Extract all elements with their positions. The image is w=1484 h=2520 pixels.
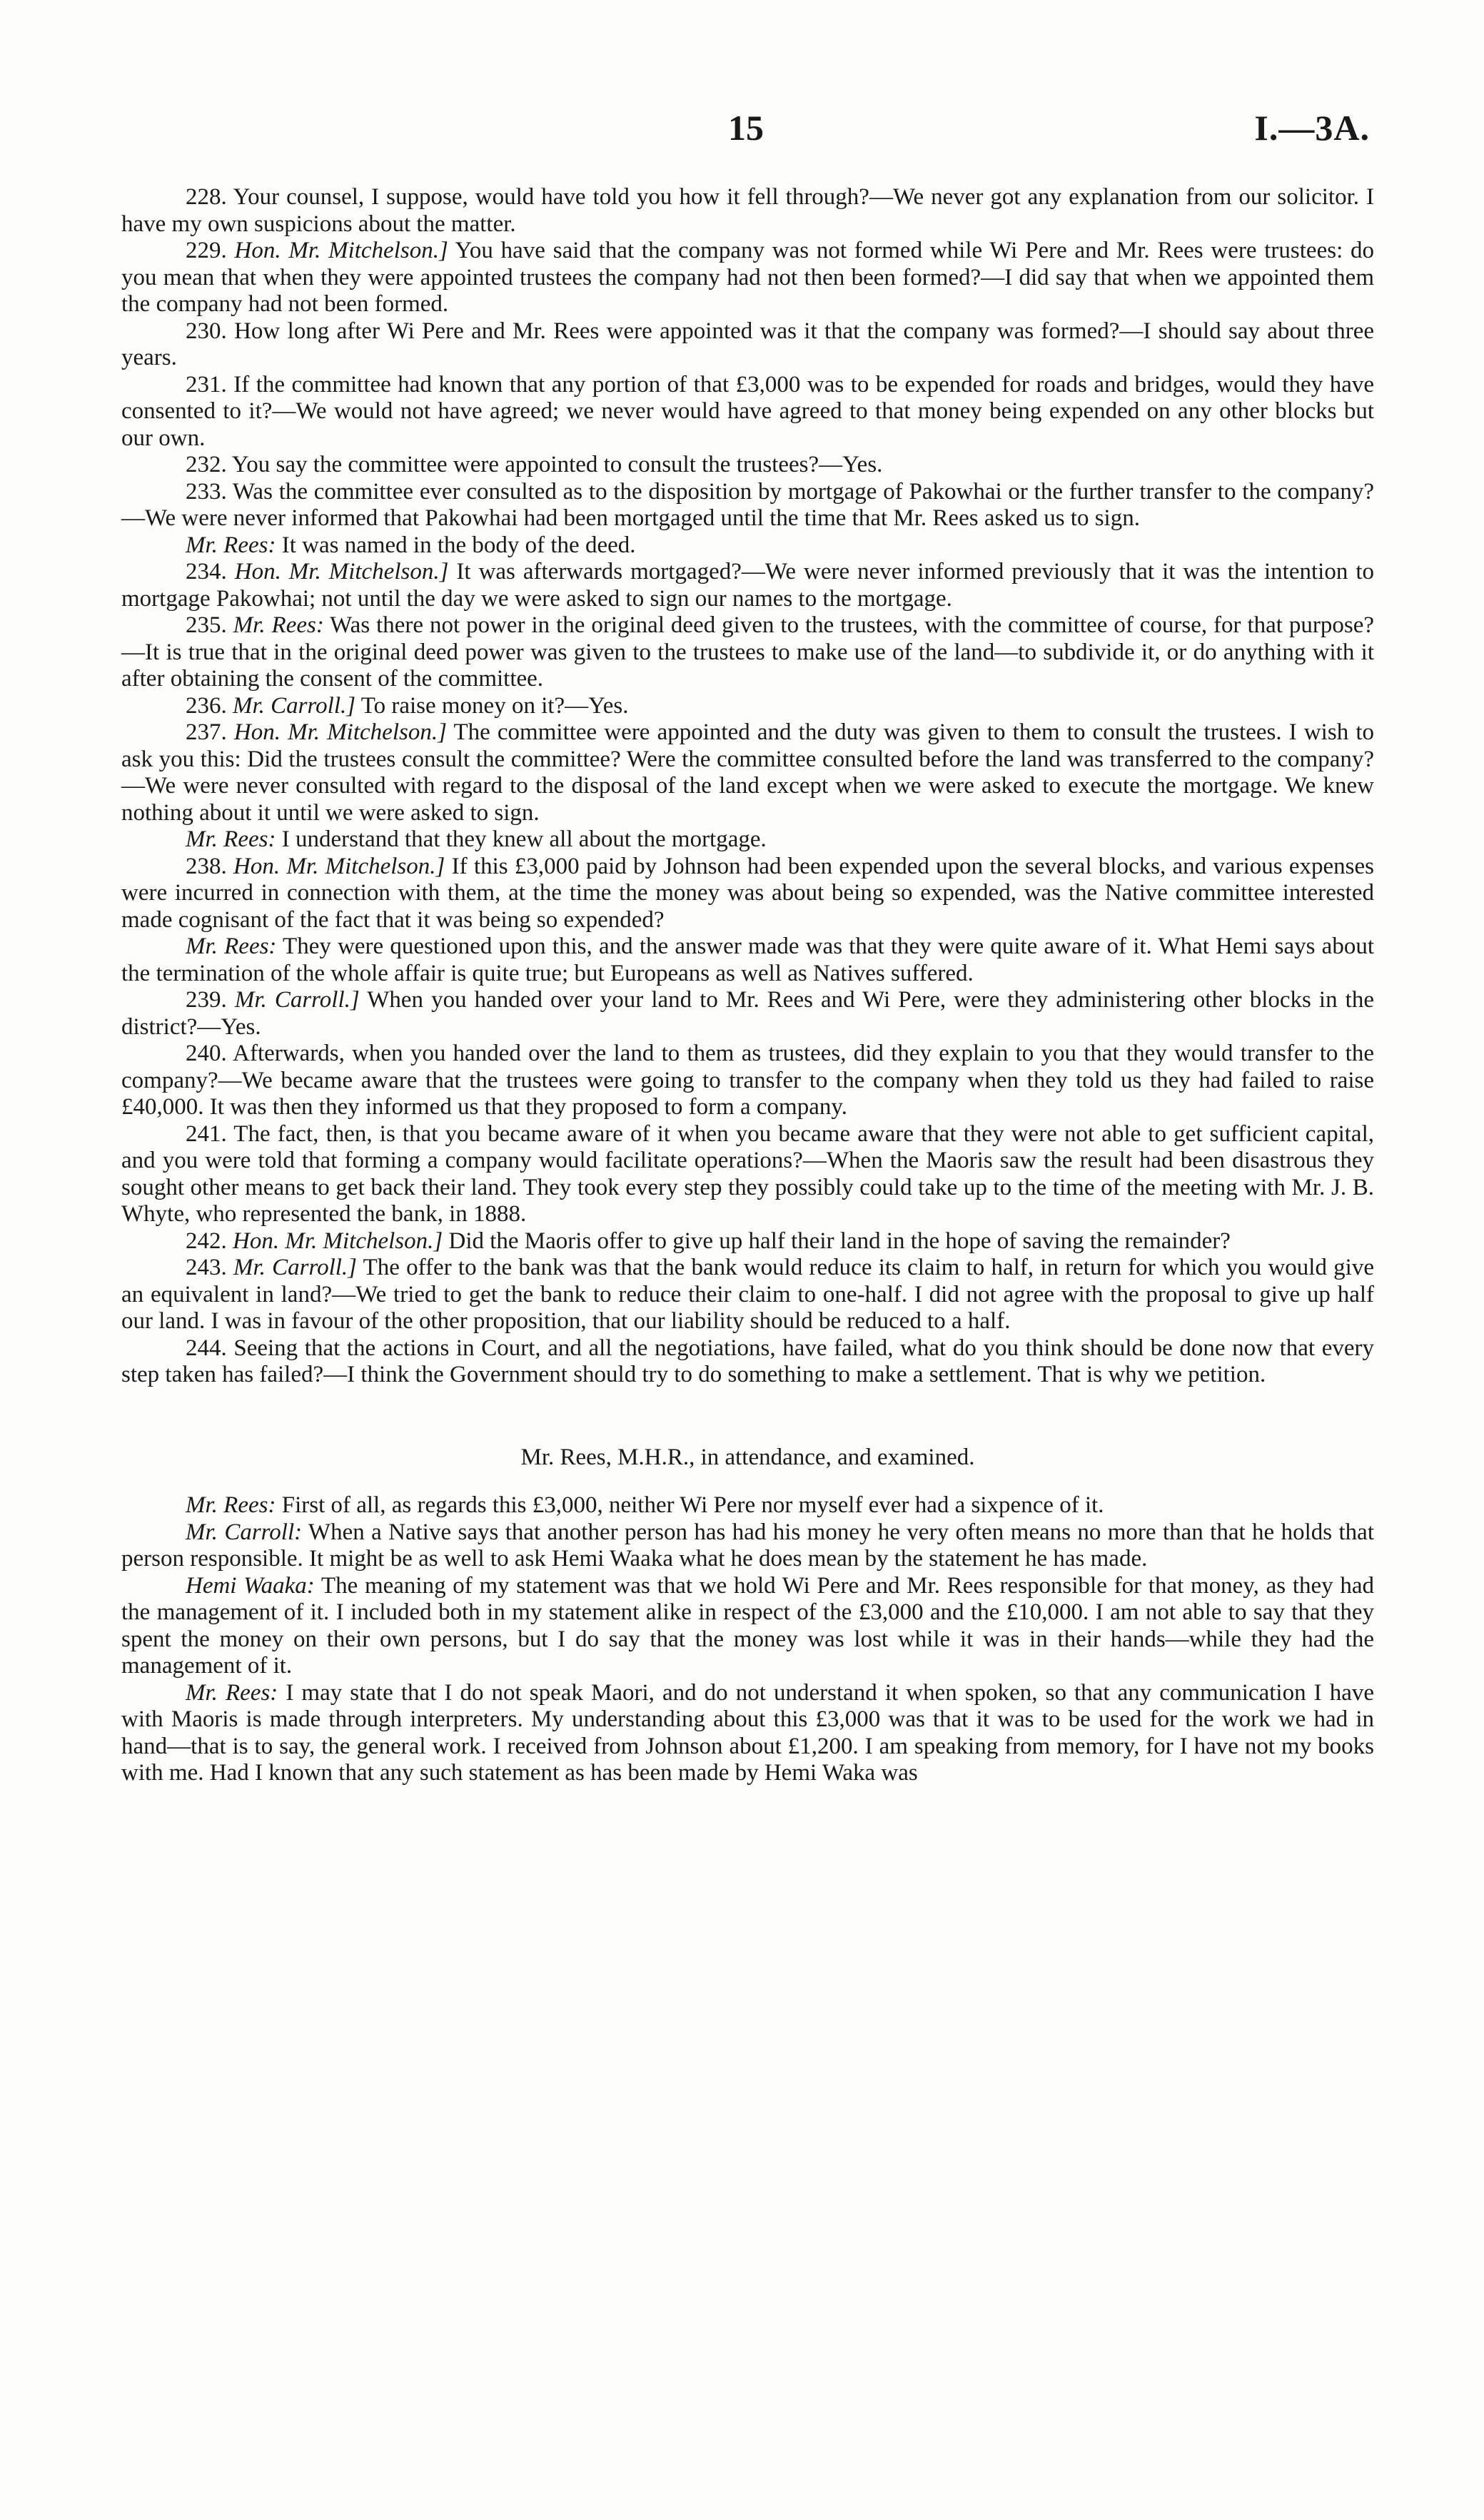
paragraph-text: I may state that I do not speak Maori, and do not understand it when spoken, so that any communication I have with Maoris is made through interpreters. My understanding about this £3,000 was that it was to be used for the work we had in hand—that is to say, the general work. I received from Johnson about £1,200. I am speaking from memory, for I have not my books with me. Had I known that any such statement as has been made by Hemi Waka was	[121, 1679, 1374, 1786]
paragraph-text: 233. Was the committee ever consulted as to the disposition by mortgage of Pakowhai or the further transfer to the company?—We were never informed that Pakowhai had been mortgaged until the time that Mr. Rees asked us to sign.	[121, 478, 1374, 531]
speaker-label: 236. Mr. Carroll.]	[186, 692, 356, 719]
transcript-paragraph	[121, 854, 1374, 934]
paragraph-text: They were questioned upon this, and the answer made was that they were quite aware of it. What Hemi says about the termination of the whole affair is quite true; but Europeans as well as Natives suffered.	[121, 933, 1374, 986]
transcript-paragraph	[121, 1519, 1374, 1573]
paragraph-text: If this £3,000 paid by Johnson had been expended upon the several blocks, and various expenses were incurred in connection with them, at the time the money was about being so expended, was the Native committee interested made cognisant of the fact that it was being so expended?	[121, 853, 1374, 933]
speaker-label: 229. Hon. Mr. Mitchelson.]	[186, 238, 448, 263]
transcript-paragraph	[121, 532, 1374, 560]
speaker-label: 243. Mr. Carroll.]	[186, 1255, 358, 1280]
transcript-paragraph	[121, 479, 1374, 532]
transcript-paragraph	[121, 612, 1374, 693]
speaker-label: Mr. Carroll:	[186, 1519, 303, 1545]
paragraph-text: 240. Afterwards, when you handed over the land to them as trustees, did they explain to you that they would transfer to the company?—We became aware that the trustees were going to transfer to the company when they told us they had failed to raise £40,000. It was then they informed us that they proposed to form a company.	[121, 1041, 1374, 1120]
paragraph-text: To raise money on it?—Yes.	[355, 692, 629, 719]
speaker-label: Mr. Rees:	[186, 1679, 278, 1706]
paragraph-text: 231. If the committee had known that any portion of that £3,000 was to be expended for roads and bridges, would they have consented to it?—We would not have agreed; we never would have agreed to that money being expended on any other blocks but our own.	[121, 371, 1374, 451]
rees-examination-transcript	[121, 1492, 1374, 1787]
speaker-label: 234. Hon. Mr. Mitchelson.]	[186, 559, 449, 585]
section-heading: Mr. Rees, M.H.R., in attendance, and examined.	[520, 1444, 975, 1470]
paragraph-text: The offer to the bank was that the bank would reduce its claim to half, in return for which you would give an equivalent in land?—We tried to get the bank to reduce their claim to one-half. I did not agree with the proposal to give up half our land. I was in favour of the other proposition, that our liability should be reduced to a half.	[121, 1255, 1374, 1334]
transcript-paragraph	[121, 559, 1374, 612]
speaker-label: 235. Mr. Rees:	[186, 612, 324, 638]
paragraph-text: It was afterwards mortgaged?—We were never informed previously that it was the intention to mortgage Pakowhai; not until the day we were asked to sign our names to the mortgage.	[121, 559, 1374, 612]
transcript-paragraph	[121, 452, 1374, 479]
paragraph-text: 241. The fact, then, is that you became aware of it when you became aware that they were not able to get sufficient capital, and you were told that forming a company would facilitate operations?—When the Maoris saw the result had been disastrous they sought other means to get back their land. They took every step they possibly could take up to the time of the meeting with Mr. J. B. Whyte, who represented the bank, in 1888.	[121, 1120, 1374, 1227]
transcript-paragraph	[121, 1335, 1374, 1389]
paragraph-text: The committee were appointed and the duty was given to them to consult the trustees. I wish to ask you this: Did the trustees consult the committee? Were the committee consulted before the land was transferred to the company?—We were never consulted with regard to the disposal of the land except when we were asked to execute the mortgage. We knew nothing about it until we were asked to sign.	[121, 719, 1375, 826]
speaker-label: 239. Mr. Carroll.]	[186, 987, 360, 1013]
paragraph-text: 228. Your counsel, I suppose, would have told you how it fell through?—We never got any explanation from our solicitor. I have my own suspicions about the matter.	[121, 184, 1374, 237]
paragraph-text: You have said that the company was not formed while Wi Pere and Mr. Rees were trustees: do you mean that when they were appointed trustees the company had not then been formed?—I did say that when we appointed them the company had not been formed.	[121, 238, 1375, 317]
page-number: 15	[728, 108, 764, 148]
transcript-paragraph	[121, 1255, 1374, 1335]
transcript-paragraph	[121, 1492, 1374, 1519]
page-header	[0, 107, 1484, 150]
speaker-label: Mr. Rees:	[186, 826, 276, 852]
paragraph-text: First of all, as regards this £3,000, neither Wi Pere nor myself ever had a sixpence of it.	[276, 1492, 1104, 1518]
speaker-label: Mr. Rees:	[186, 1492, 276, 1518]
speaker-label: Mr. Rees:	[186, 933, 277, 959]
transcript-paragraph	[121, 719, 1374, 826]
examination-transcript	[121, 184, 1374, 1389]
paragraph-text: The meaning of my statement was that we hold Wi Pere and Mr. Rees responsible for that money, as they had the management of it. I included both in my statement alike in respect of the £3,000 and the £10,000. I am not able to say that they spent the money on their own persons, but I do say that the money was lost while it was in their hands—while they had the management of it.	[121, 1572, 1374, 1679]
speaker-label: 238. Hon. Mr. Mitchelson.]	[186, 853, 445, 879]
transcript-paragraph	[121, 1573, 1374, 1680]
document-reference: I.—3A.	[1254, 108, 1370, 148]
paragraph-text: When a Native says that another person has had his money he very often means no more than that he holds that person responsible. It might be as well to ask Hemi Waaka what he does mean by the statement he has made.	[121, 1519, 1374, 1572]
paragraph-text: 232. You say the committee were appointed to consult the trustees?—Yes.	[186, 452, 883, 477]
paragraph-text: Did the Maoris offer to give up half their land in the hope of saving the remainder?	[443, 1228, 1231, 1254]
transcript-paragraph	[121, 987, 1374, 1041]
paragraph-text: I understand that they knew all about the mortgage.	[276, 826, 767, 852]
transcript-paragraph	[121, 372, 1374, 452]
speaker-label: 242. Hon. Mr. Mitchelson.]	[186, 1228, 443, 1254]
document-body	[121, 184, 1374, 1787]
transcript-paragraph	[121, 318, 1374, 372]
transcript-paragraph	[121, 1680, 1374, 1787]
speaker-label: 237. Hon. Mr. Mitchelson.]	[186, 719, 447, 745]
transcript-paragraph	[121, 1041, 1374, 1121]
paragraph-text: It was named in the body of the deed.	[276, 532, 636, 558]
transcript-paragraph	[121, 1121, 1374, 1228]
speaker-label: Hemi Waaka:	[186, 1572, 315, 1599]
transcript-paragraph	[121, 826, 1374, 854]
transcript-paragraph	[121, 693, 1374, 720]
transcript-paragraph	[121, 238, 1374, 318]
paragraph-text: 230. How long after Wi Pere and Mr. Rees were appointed was it that the company was formed?—I should say about three years.	[121, 318, 1374, 370]
paragraph-text: When you handed over your land to Mr. Rees and Wi Pere, were they administering other blocks in the district?—Yes.	[121, 987, 1374, 1040]
transcript-paragraph	[121, 933, 1374, 987]
paragraph-text: 244. Seeing that the actions in Court, and all the negotiations, have failed, what do you think should be done now that every step taken has failed?—I think the Government should try to do something to make a settlement. That is why we petition.	[121, 1335, 1374, 1387]
speaker-label: Mr. Rees:	[186, 532, 276, 558]
paragraph-text: Was there not power in the original deed given to the trustees, with the committee of course, for that purpose?—It is true that in the original deed power was given to the trustees to make use of the land—to subdivide it, or do anything with it after obtaining the consent of the committee.	[121, 612, 1375, 692]
transcript-paragraph	[121, 184, 1374, 238]
transcript-paragraph	[121, 1228, 1374, 1255]
